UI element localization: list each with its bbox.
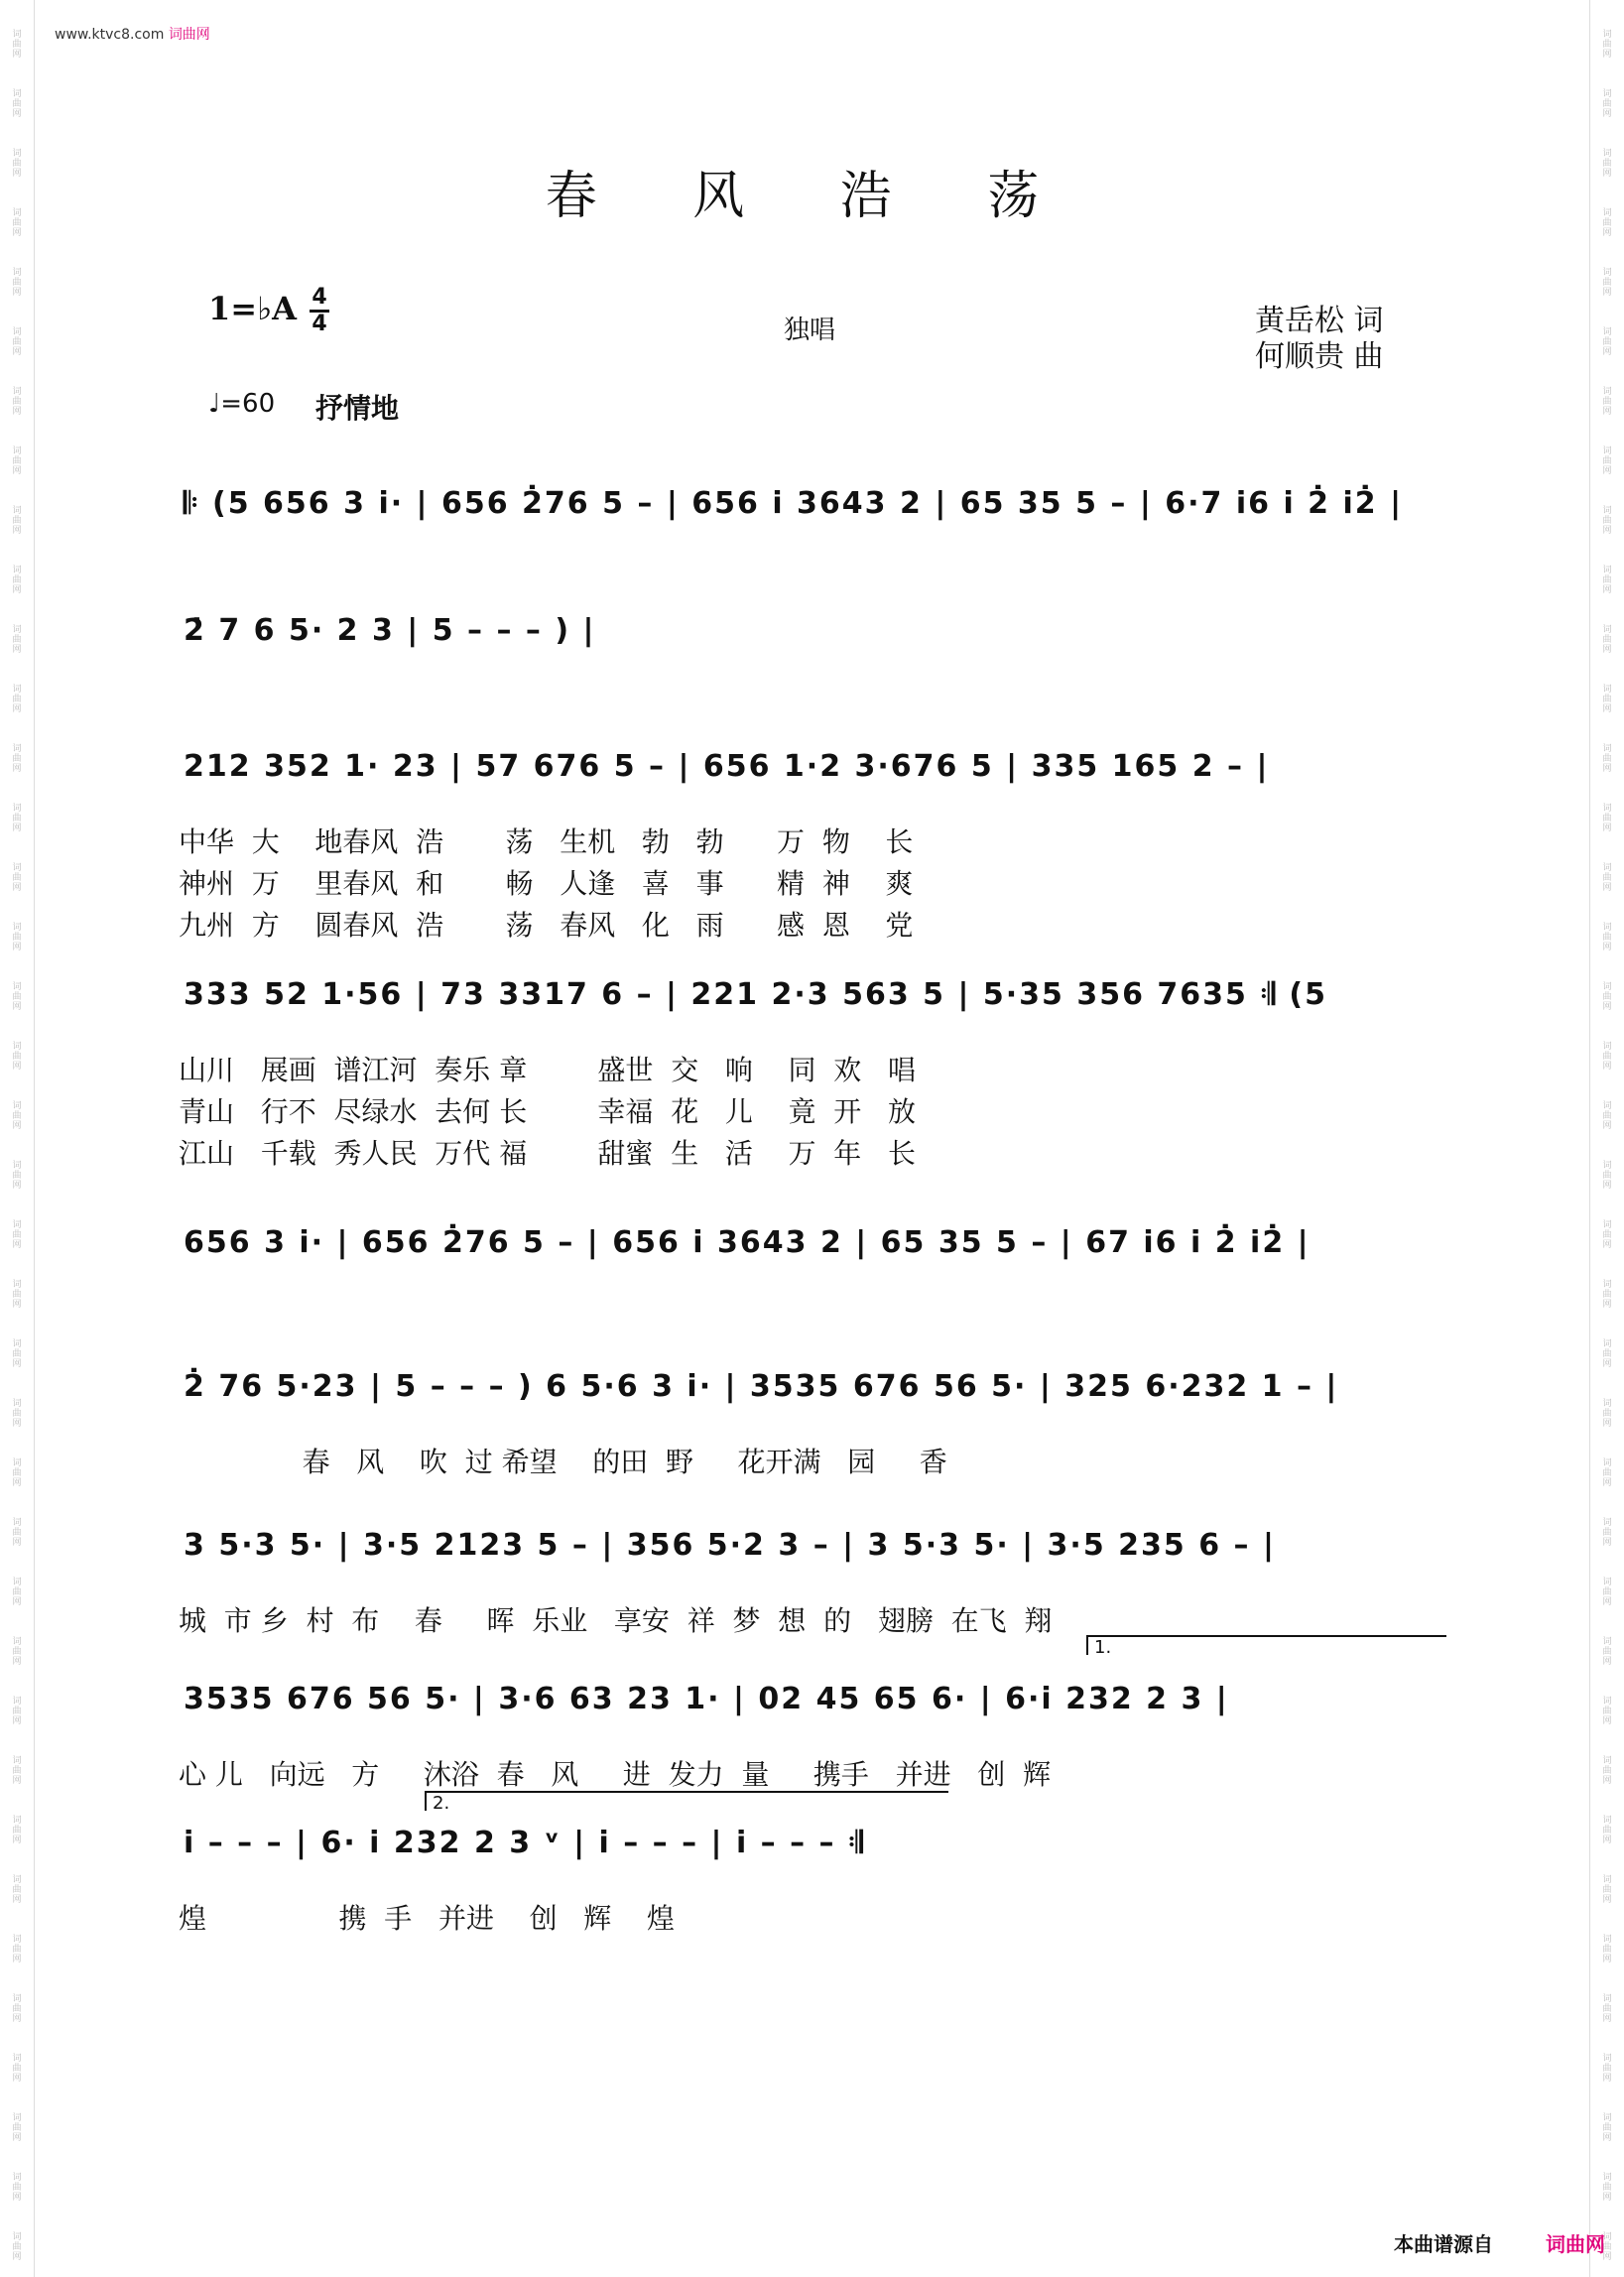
watermark-text: 词 曲 网 bbox=[12, 268, 22, 298]
lyric-text: 春 风 吹 过 希望 的田 野 花开满 园 香 bbox=[179, 1446, 947, 1478]
right-watermark-strip bbox=[1589, 0, 1624, 2277]
song-title: 春 风 浩 荡 bbox=[545, 167, 1079, 226]
notation-text: 2̇ 76 5·23 | 5 – – – ) 6 5·6 3 i· | 3535 676 56 5· | 325 6·232 1 – | bbox=[184, 1369, 1339, 1404]
watermark-text: 词 曲 网 bbox=[1602, 506, 1612, 536]
watermark-text: 词 曲 网 bbox=[1602, 268, 1612, 298]
lyric-line bbox=[179, 1132, 1468, 1172]
time-signature-bottom: 4 bbox=[312, 312, 327, 336]
site-brand[interactable]: 词曲网 bbox=[168, 27, 210, 43]
notation-text: 333 52 1·56 | 73 3317 6 – | 221 2·3 563 5 | 5·35 356 7635 𝄇 (5 bbox=[184, 977, 1327, 1012]
watermark-text: 词 曲 网 bbox=[1602, 804, 1612, 833]
watermark-text: 词 曲 网 bbox=[1602, 387, 1612, 417]
site-url[interactable]: www.ktvc8.com bbox=[55, 27, 165, 43]
lyric-line bbox=[179, 1599, 1468, 1639]
watermark-text: 词 曲 网 bbox=[1602, 2054, 1612, 2084]
watermark-text: 词 曲 网 bbox=[1602, 1399, 1612, 1429]
composer-credit: 何顺贵 曲 bbox=[1255, 339, 1384, 374]
watermark-text: 词 曲 网 bbox=[12, 863, 22, 893]
notation-text: 𝄆 (5 656 3 i· | 656 2̇76 5 – | 656 i 3643 2 | 65 35 5 – | 6·7 i6 i 2̇ i2̇ | bbox=[184, 486, 1404, 521]
lyric-line bbox=[179, 1897, 1468, 1937]
lyric-line bbox=[179, 862, 1468, 902]
watermark-text: 词 曲 网 bbox=[1602, 1339, 1612, 1369]
footer-source: 本曲谱源自 bbox=[1394, 2232, 1493, 2256]
watermark-text: 词 曲 网 bbox=[12, 1875, 22, 1905]
notation-text: 2̇ 7 6 5· 2 3 | 5 – – – ) | bbox=[184, 613, 596, 648]
lyric-line bbox=[179, 1753, 1468, 1793]
volta-first-ending: 1. bbox=[1086, 1635, 1446, 1655]
watermark-text: 词 曲 网 bbox=[12, 1935, 22, 1964]
watermark-text: 词 曲 网 bbox=[12, 1161, 22, 1191]
notation-text: 3535 676 56 5· | 3·6 63 23 1· | 02 45 65 6· | 6·i 232 2 3 | bbox=[184, 1682, 1229, 1716]
watermark-text: 词 曲 网 bbox=[1602, 1161, 1612, 1191]
lyric-text: 山川 展画 谱江河 奏乐 章 盛世 交 响 同 欢 唱 bbox=[179, 1054, 917, 1086]
watermark-text: 词 曲 网 bbox=[1602, 1042, 1612, 1072]
expression-marking: 抒情地 bbox=[315, 392, 400, 425]
watermark-text: 词 曲 网 bbox=[12, 923, 22, 952]
volta-second-ending: 2. bbox=[425, 1791, 948, 1811]
site-header[interactable] bbox=[55, 24, 210, 44]
watermark-text: 词 曲 网 bbox=[1602, 625, 1612, 655]
watermark-text: 词 曲 网 bbox=[1602, 685, 1612, 714]
watermark-text: 词 曲 网 bbox=[1602, 1280, 1612, 1310]
watermark-text: 词 曲 网 bbox=[12, 1339, 22, 1369]
watermark-text: 词 曲 网 bbox=[1602, 1518, 1612, 1548]
watermark-text: 词 曲 网 bbox=[12, 804, 22, 833]
watermark-text: 词 曲 网 bbox=[1602, 1935, 1612, 1964]
notation-text: i – – – | 6· i 232 2 3 ᵛ | i – – – | i – – – 𝄇 bbox=[184, 1826, 865, 1860]
lyric-text: 青山 行不 尽绿水 去何 长 幸福 花 儿 竟 开 放 bbox=[179, 1095, 917, 1128]
watermark-text: 词 曲 网 bbox=[1602, 1578, 1612, 1607]
lyric-text: 煌 携 手 并进 创 辉 煌 bbox=[179, 1902, 675, 1935]
tempo-marking: ♩=60 bbox=[208, 389, 276, 419]
watermark-text: 词 曲 网 bbox=[12, 1697, 22, 1726]
watermark-text: 词 曲 网 bbox=[12, 1816, 22, 1845]
left-watermark-strip bbox=[0, 0, 35, 2277]
notation-text: 656 3 i· | 656 2̇76 5 – | 656 i 3643 2 | 65 35 5 – | 67 i6 i 2̇ i2̇ | bbox=[184, 1225, 1311, 1260]
notation-line bbox=[184, 749, 1443, 809]
watermark-text: 词 曲 网 bbox=[1602, 2173, 1612, 2203]
watermark-text: 词 曲 网 bbox=[12, 982, 22, 1012]
watermark-text: 词 曲 网 bbox=[1602, 1697, 1612, 1726]
watermark-text: 词 曲 网 bbox=[1602, 1458, 1612, 1488]
watermark-text: 词 曲 网 bbox=[1602, 923, 1612, 952]
watermark-text: 词 曲 网 bbox=[12, 685, 22, 714]
lyric-text: 城 市 乡 村 布 春 晖 乐业 享安 祥 梦 想 的 翅膀 在飞 翔 bbox=[179, 1604, 1053, 1637]
watermark-text: 词 曲 网 bbox=[1602, 1994, 1612, 2024]
watermark-text: 词 曲 网 bbox=[12, 2173, 22, 2203]
watermark-text: 词 曲 网 bbox=[1602, 446, 1612, 476]
watermark-text: 词 曲 网 bbox=[12, 2232, 22, 2262]
watermark-text: 词 曲 网 bbox=[12, 744, 22, 774]
watermark-text: 词 曲 网 bbox=[12, 149, 22, 179]
lyric-line bbox=[179, 904, 1468, 944]
lyricist-credit: 黄岳松 词 bbox=[1255, 304, 1384, 338]
notation-text: 212 352 1· 23 | 57 676 5 – | 656 1·2 3·676 5 | 335 165 2 – | bbox=[184, 749, 1270, 784]
watermark-text: 词 曲 网 bbox=[12, 1518, 22, 1548]
notation-line bbox=[184, 613, 1443, 673]
watermark-text: 词 曲 网 bbox=[12, 1220, 22, 1250]
watermark-text: 词 曲 网 bbox=[12, 1101, 22, 1131]
watermark-text: 词 曲 网 bbox=[12, 30, 22, 60]
watermark-text: 词 曲 网 bbox=[1602, 2232, 1612, 2262]
watermark-text: 词 曲 网 bbox=[12, 2054, 22, 2084]
lyric-line bbox=[179, 1090, 1468, 1130]
notation-text: 3 5·3 5· | 3·5 2123 5 – | 356 5·2 3 – | 3 5·3 5· | 3·5 235 6 – | bbox=[184, 1528, 1276, 1563]
watermark-text: 词 曲 网 bbox=[1602, 1756, 1612, 1786]
watermark-text: 词 曲 网 bbox=[12, 1280, 22, 1310]
time-signature bbox=[310, 286, 329, 336]
watermark-text: 词 曲 网 bbox=[12, 1458, 22, 1488]
watermark-text: 词 曲 网 bbox=[1602, 1816, 1612, 1845]
lyric-text: 心 儿 向远 方 沐浴 春 风 进 发力 量 携手 并进 创 辉 bbox=[179, 1758, 1052, 1791]
watermark-text: 词 曲 网 bbox=[1602, 1101, 1612, 1131]
lyric-line bbox=[179, 1049, 1468, 1088]
lyric-text: 中华 大 地春风 浩 荡 生机 勃 勃 万 物 长 bbox=[179, 825, 914, 858]
watermark-text: 词 曲 网 bbox=[12, 387, 22, 417]
footer bbox=[1394, 2228, 1605, 2257]
watermark-text: 词 曲 网 bbox=[1602, 89, 1612, 119]
watermark-text: 词 曲 网 bbox=[12, 1756, 22, 1786]
watermark-text: 词 曲 网 bbox=[12, 89, 22, 119]
notation-line bbox=[184, 1826, 1443, 1885]
watermark-text: 词 曲 网 bbox=[12, 625, 22, 655]
notation-line bbox=[184, 1225, 1443, 1285]
watermark-text: 词 曲 网 bbox=[12, 2113, 22, 2143]
watermark-text: 词 曲 网 bbox=[1602, 208, 1612, 238]
watermark-text: 词 曲 网 bbox=[12, 1578, 22, 1607]
key-signature: 1=♭A bbox=[208, 290, 297, 327]
lyric-text: 江山 千载 秀人民 万代 福 甜蜜 生 活 万 年 长 bbox=[179, 1137, 917, 1170]
watermark-text: 词 曲 网 bbox=[12, 1399, 22, 1429]
watermark-text: 词 曲 网 bbox=[12, 208, 22, 238]
watermark-text: 词 曲 网 bbox=[12, 1042, 22, 1072]
watermark-text: 词 曲 网 bbox=[1602, 1220, 1612, 1250]
lyric-line bbox=[179, 1441, 1468, 1480]
watermark-text: 词 曲 网 bbox=[1602, 982, 1612, 1012]
watermark-text: 词 曲 网 bbox=[1602, 863, 1612, 893]
time-signature-top: 4 bbox=[312, 285, 327, 310]
notation-line bbox=[184, 1528, 1443, 1587]
notation-line bbox=[184, 486, 1443, 546]
watermark-text: 词 曲 网 bbox=[12, 1994, 22, 2024]
watermark-text: 词 曲 网 bbox=[1602, 30, 1612, 60]
watermark-text: 词 曲 网 bbox=[1602, 2113, 1612, 2143]
watermark-text: 词 曲 网 bbox=[1602, 566, 1612, 595]
watermark-text: 词 曲 网 bbox=[1602, 744, 1612, 774]
watermark-text: 词 曲 网 bbox=[12, 446, 22, 476]
watermark-text: 词 曲 网 bbox=[1602, 1875, 1612, 1905]
performance-type: 独唱 bbox=[784, 316, 836, 345]
watermark-text: 词 曲 网 bbox=[1602, 1637, 1612, 1667]
watermark-text: 词 曲 网 bbox=[1602, 327, 1612, 357]
lyric-line bbox=[179, 821, 1468, 860]
watermark-text: 词 曲 网 bbox=[1602, 149, 1612, 179]
watermark-text: 词 曲 网 bbox=[12, 506, 22, 536]
watermark-text: 词 曲 网 bbox=[12, 566, 22, 595]
notation-line bbox=[184, 1369, 1443, 1429]
notation-line bbox=[184, 1682, 1443, 1741]
notation-line bbox=[184, 977, 1443, 1037]
footer-brand[interactable]: 词曲网 bbox=[1545, 2232, 1605, 2256]
lyric-text: 神州 万 里春风 和 畅 人逢 喜 事 精 神 爽 bbox=[179, 867, 914, 900]
watermark-text: 词 曲 网 bbox=[12, 1637, 22, 1667]
lyric-text: 九州 方 圆春风 浩 荡 春风 化 雨 感 恩 党 bbox=[179, 909, 914, 942]
watermark-text: 词 曲 网 bbox=[12, 327, 22, 357]
